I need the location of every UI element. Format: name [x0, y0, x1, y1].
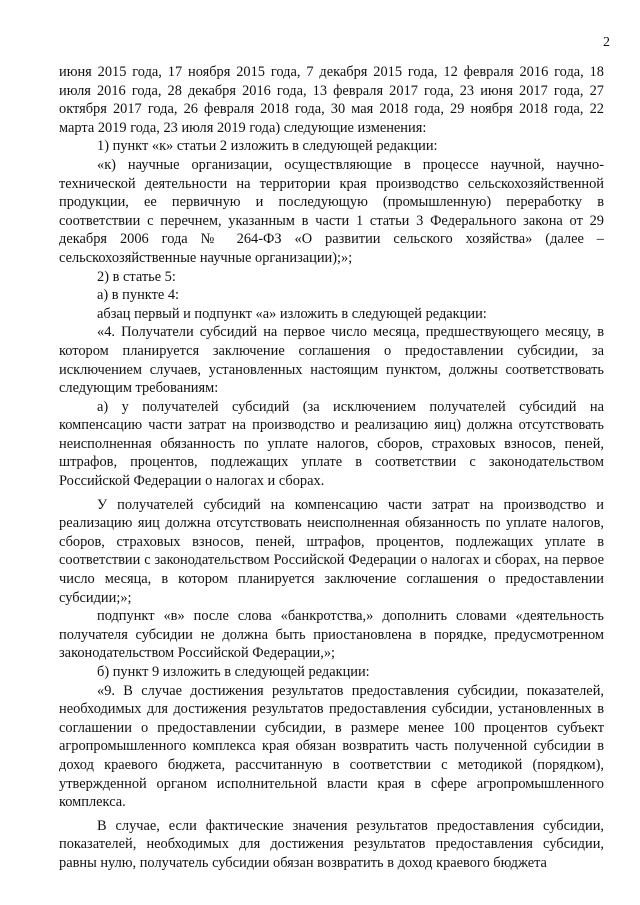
paragraph-item-1: 1) пункт «к» статьи 2 изложить в следующей редакции: [97, 138, 438, 155]
paragraph-item-2a: а) в пункте 4: [97, 287, 180, 304]
paragraph-item-2b-p9: «9. В случае достижения результатов предоставления субсидии, показателей, необходимых для достижения результатов предоставления субсидии, установленных в соглашении о предоставлении субсидии, в размере менее 100 процентов субъект агропромышленного комплекса края обязан возвратить часть полученной субсидии в доход краевого бюджета, рассчитанную в соответствии с методикой (порядком), утвержденной органом исполнительной власти края в сфере агропромышленного комплекса. [59, 682, 604, 811]
page-number: 2 [603, 35, 610, 50]
paragraph-item-2a-p4: «4. Получатели субсидий на первое число месяца, предшествующего месяцу, в котором планируется заключение соглашения о предоставлении субсидии, за исключением случаев, установленных настоящим пунктом, должны соответствовать следующим требованиям: [59, 324, 604, 397]
paragraph-item-2a-eggs: У получателей субсидий на компенсацию части затрат на производство и реализацию яиц должна отсутствовать неисполненная обязанность по уплате налогов, сборов, страховых взносов, пеней, штрафов, процентов, подлежащих уплате в соответствии с законодательством Российской Федерации о налогах и сборах, на первое число месяца, в котором планируется заключение соглашения о предоставлении субсидии;»; [59, 496, 604, 606]
paragraph-item-2a-abzac: абзац первый и подпункт «а» изложить в следующей редакции: [97, 305, 487, 322]
paragraph-item-2: 2) в статье 5: [97, 268, 176, 285]
paragraph-item-2b-zero: В случае, если фактические значения результатов предоставления субсидии, показателей, необходимых для достижения результатов предоставления субсидии, равны нулю, получатель субсидии обязан возвратить в доход краевого бюджета [59, 817, 604, 871]
paragraph-item-2a-sub-a: а) у получателей субсидий (за исключением получателей субсидий на компенсацию части затрат на производство и реализацию яиц) должна отсутствовать неисполненная обязанность по уплате налогов, сборов, страховых взносов, пеней, штрафов, процентов, подлежащих уплате в соответствии с законодательством Российской Федерации о налогах и сборах. [59, 398, 604, 490]
paragraph-intro-continuation: июня 2015 года, 17 ноября 2015 года, 7 декабря 2015 года, 12 февраля 2016 года, 18 июля 2016 года, 28 декабря 2016 года, 13 февраля 2017 года, 23 июня 2017 года, 27 октября 2017 года, 26 февраля 2018 года, 30 мая 2018 года, 29 ноября 2018 года, 22 марта 2019 года, 23 июля 2019 года) следующие изменения: [59, 64, 604, 136]
document-body [59, 63, 604, 873]
paragraph-item-1-text: «к) научные организации, осуществляющие в процессе научной, научно-технической деятельности на территории края производство сельскохозяйственной продукции, ее первичную и последующую (промышленную) переработку в соответствии с перечнем, указанным в части 1 статьи 3 Федерального закона от 29 декабря 2006 года № 264-ФЗ «О развитии сельского хозяйства» (далее – сельскохозяйственные научные организации);»; [59, 156, 604, 266]
paragraph-item-2a-sub-v: подпункт «в» после слова «банкротства,» дополнить словами «деятельность получателя субсидии не должна быть приостановлена в порядке, предусмотренном законодательством Российской Федерации,»; [59, 608, 604, 662]
paragraph-item-2b: б) пункт 9 изложить в следующей редакции: [97, 664, 370, 680]
